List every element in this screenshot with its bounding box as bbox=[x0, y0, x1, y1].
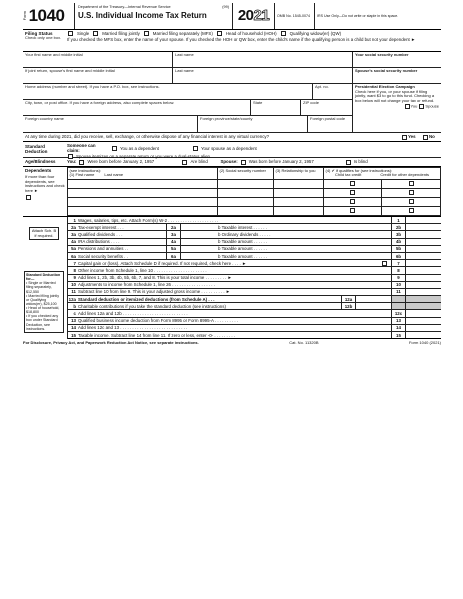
line-8 bbox=[68, 267, 441, 274]
line-amount-field[interactable] bbox=[405, 246, 441, 252]
foreign-country-label: Foreign country name bbox=[25, 116, 64, 121]
line-text: Add lines 12c and 13 . . . . . . . . . . . . . . . . . . . . . . . . . . . . bbox=[78, 325, 188, 331]
ssn-label: Your social security number bbox=[355, 52, 409, 57]
spouse-ssn-label: Spouse's social security number bbox=[355, 68, 418, 73]
dependent-ctc-checkbox[interactable] bbox=[350, 208, 355, 213]
line-14 bbox=[68, 325, 441, 332]
line-text: Standard deduction or itemized deductions (from Schedule A) . . . bbox=[78, 296, 215, 302]
virtual-yes-checkbox[interactable] bbox=[402, 135, 407, 140]
line-number: 4a bbox=[71, 239, 76, 245]
filing-qw-checkbox[interactable] bbox=[281, 31, 286, 36]
line-amount-field[interactable] bbox=[180, 239, 216, 245]
line-10 bbox=[68, 282, 441, 289]
line-number: 13 bbox=[71, 318, 76, 324]
form-1040 bbox=[23, 3, 441, 346]
virtual-no-checkbox[interactable] bbox=[423, 135, 428, 140]
dependents-more-checkbox[interactable] bbox=[26, 195, 31, 200]
dependents-section bbox=[23, 167, 441, 217]
city-label: City, town, or post office. If you have a foreign address, also complete spaces below. bbox=[25, 100, 175, 105]
campaign-you-checkbox[interactable] bbox=[405, 104, 410, 109]
line-amount-field[interactable] bbox=[405, 289, 441, 295]
line-number: 5a bbox=[71, 246, 76, 252]
filing-status-note: If you checked the MFS box, enter the name of your spouse. If you checked the HOH or QW box, enter the child's name if the qualifying person is a child but not your dependent ► bbox=[67, 37, 416, 43]
line-9 bbox=[68, 275, 441, 282]
tax-year bbox=[233, 3, 275, 29]
age-blindness-row bbox=[23, 158, 441, 167]
income-sidebar bbox=[23, 217, 67, 339]
first-name-label: Your first name and middle initial bbox=[25, 52, 83, 57]
age-spouse-born-label: Was born before January 2, 1957 bbox=[248, 159, 314, 165]
filing-single-checkbox[interactable] bbox=[68, 31, 73, 36]
irs-use-only: IRS Use Only—Do not write or staple in this space. bbox=[317, 14, 399, 18]
dependents-col2: (2) Social security number bbox=[218, 168, 274, 180]
first-name-field[interactable] bbox=[23, 52, 173, 67]
line-number: b bbox=[73, 303, 76, 309]
line-amount-field[interactable] bbox=[180, 231, 216, 237]
line-amount-field[interactable] bbox=[180, 253, 216, 259]
footer-notice: For Disclosure, Privacy Act, and Paperwork Reduction Act Notice, see separate instructions. bbox=[23, 340, 199, 346]
spouse-last-name-field[interactable] bbox=[173, 68, 353, 83]
line-amount-field[interactable] bbox=[355, 303, 391, 309]
dependent-ctc-checkbox[interactable] bbox=[350, 190, 355, 195]
line-ref: 11 bbox=[391, 289, 405, 295]
line-text: Charitable contributions if you take the standard deduction (see instructions) bbox=[78, 303, 226, 309]
line-amount-field[interactable] bbox=[405, 253, 441, 259]
line-ref: 5b bbox=[391, 246, 405, 252]
spouse-name-row bbox=[23, 68, 441, 84]
line-ref: 6a bbox=[166, 253, 180, 259]
zip-field[interactable] bbox=[301, 100, 352, 115]
shaded-cell bbox=[391, 296, 405, 302]
line-amount-field[interactable] bbox=[405, 224, 441, 230]
line-1 bbox=[68, 217, 441, 224]
filing-mfj-checkbox[interactable] bbox=[93, 31, 98, 36]
age-you-born-label: Were born before January 2, 1957 bbox=[87, 159, 155, 165]
line-4 bbox=[68, 239, 441, 246]
attach-sch-b: Attach Sch. B if required. bbox=[29, 227, 59, 240]
std-deduction-sidebar bbox=[24, 271, 64, 333]
line-text: Taxable income. Subtract line 14 from line 11. If zero or less, enter -0- . . . . . . . . . bbox=[78, 332, 236, 338]
std-sidebar-title: Standard Deduction for— bbox=[26, 273, 61, 282]
line-amount-field[interactable] bbox=[405, 217, 441, 223]
std-heading-2: Deduction bbox=[25, 149, 48, 155]
apt-label: Apt. no. bbox=[315, 84, 329, 89]
state-label: State bbox=[253, 100, 263, 105]
line-12c bbox=[68, 310, 441, 317]
line-ref: 7 bbox=[391, 260, 405, 266]
age-spouse-blind-label: Is blind bbox=[353, 159, 368, 165]
line-text: Add lines 1, 2b, 3b, 4b, 5b, 6b, 7, and 8. This is your total income . . . . . . . . . ► bbox=[78, 275, 232, 281]
dependents-col4a: Child tax credit bbox=[334, 172, 362, 178]
age-you-blind-checkbox[interactable] bbox=[182, 160, 187, 165]
dependent-row[interactable] bbox=[68, 180, 218, 189]
line-text: Qualified business income deduction from Form 8995 or Form 8995-A . . . . . . . . . . bbox=[78, 318, 239, 324]
line-amount-field[interactable] bbox=[405, 318, 441, 324]
line-number: 11 bbox=[71, 289, 76, 295]
std-itemize-checkbox[interactable] bbox=[68, 154, 73, 159]
line-ref: 14 bbox=[391, 325, 405, 331]
line-text: b Ordinary dividends . . . . . bbox=[218, 231, 271, 237]
line-number: 2a bbox=[71, 224, 76, 230]
foreign-country-field[interactable] bbox=[23, 116, 198, 132]
line-7-checkbox[interactable] bbox=[382, 261, 387, 266]
campaign-box bbox=[353, 84, 441, 132]
std-sidebar-item: • Single or Married filing separately, $12,550 bbox=[26, 281, 56, 294]
age-blindness-label: Age/Blindness bbox=[25, 159, 56, 165]
line-ref: 12b bbox=[341, 303, 355, 309]
virtual-yes-label: Yes bbox=[408, 134, 416, 140]
footer-cat: Cat. No. 11320B bbox=[289, 340, 319, 346]
age-spouse-blind-checkbox[interactable] bbox=[346, 160, 351, 165]
std-spouse-dependent-checkbox[interactable] bbox=[193, 146, 198, 151]
line-text: Tax-exempt interest . . . bbox=[78, 224, 124, 230]
line-ref: 5a bbox=[166, 246, 180, 252]
name-row bbox=[23, 52, 441, 68]
income-lines bbox=[67, 217, 441, 339]
line-ref: 13 bbox=[391, 318, 405, 324]
income-section bbox=[23, 217, 441, 339]
std-claim-label: Someone can claim: bbox=[67, 143, 96, 154]
campaign-spouse-label: Spouse bbox=[425, 103, 439, 109]
dependents-col1b: Last name bbox=[104, 172, 124, 178]
filing-status-section bbox=[23, 30, 441, 52]
line-amount-field[interactable] bbox=[405, 267, 441, 273]
age-spouse-born-checkbox[interactable] bbox=[241, 160, 246, 165]
line-2 bbox=[68, 224, 441, 231]
dependents-table bbox=[67, 167, 441, 216]
spouse-first-name-label: If joint return, spouse's first name and middle initial bbox=[25, 68, 115, 73]
form-number: 1040 bbox=[28, 6, 65, 26]
foreign-province-label: Foreign province/state/county bbox=[200, 116, 253, 121]
filing-status-heading: Filing Status bbox=[25, 31, 53, 36]
campaign-title: Presidential Election Campaign bbox=[355, 84, 415, 89]
shaded-cell bbox=[405, 296, 441, 302]
line-13 bbox=[68, 318, 441, 325]
filing-mfs-label: Married filing separately (MFS) bbox=[152, 31, 213, 36]
dependents-col4: (4) ✔ if qualifies for (see instructions): bbox=[325, 167, 393, 173]
line-number: 12a bbox=[68, 296, 76, 302]
omb-number: OMB No. 1545-0074 bbox=[275, 3, 315, 29]
foreign-postal-field[interactable] bbox=[308, 116, 352, 132]
line-ref: 15 bbox=[391, 332, 405, 338]
home-address-label: Home address (number and street). If you have a P.O. box, see instructions. bbox=[25, 84, 160, 89]
line-ref: 6b bbox=[391, 253, 405, 259]
dependent-odc-checkbox[interactable] bbox=[409, 190, 414, 195]
line-6 bbox=[68, 253, 441, 260]
address-section bbox=[23, 84, 441, 133]
filing-hoh-checkbox[interactable] bbox=[217, 31, 222, 36]
virtual-currency-row bbox=[23, 133, 441, 142]
line-text: Pensions and annuities . . bbox=[78, 246, 129, 252]
line-text: Wages, salaries, tips, etc. Attach Form(s) W-2 . . . . . . . . . . . . . . . . . . . . . bbox=[78, 217, 219, 223]
dependents-heading: Dependents bbox=[25, 168, 52, 173]
form-footer bbox=[23, 341, 441, 346]
dependent-row[interactable] bbox=[68, 207, 218, 216]
line-ref: 2a bbox=[166, 224, 180, 230]
virtual-currency-question: At any time during 2021, did you receive, sell, exchange, or otherwise dispose of any financial interest in any virtual currency? bbox=[25, 134, 270, 140]
line-15 bbox=[68, 332, 441, 339]
line-ref: 8 bbox=[391, 267, 405, 273]
last-name-label: Last name bbox=[175, 52, 194, 57]
line-number: 1 bbox=[73, 217, 76, 223]
line-amount-field[interactable] bbox=[405, 260, 441, 266]
line-amount-field[interactable] bbox=[405, 282, 441, 288]
filing-status-sub: Check only one box. bbox=[25, 35, 62, 41]
line-number: c bbox=[73, 311, 76, 316]
form-number-block bbox=[23, 3, 75, 29]
line-ref: 12c bbox=[391, 310, 405, 316]
line-5 bbox=[68, 246, 441, 253]
line-number: 7 bbox=[73, 260, 76, 266]
line-text: b Taxable amount . . . . . . bbox=[218, 246, 268, 252]
tax-year-prefix: 20 bbox=[237, 7, 254, 25]
filing-single-label: Single bbox=[77, 31, 90, 36]
spouse-ssn-field[interactable] bbox=[353, 68, 441, 83]
line-number: 15 bbox=[71, 332, 76, 338]
filing-mfj-label: Married filing jointly bbox=[102, 31, 140, 36]
campaign-you-label: You bbox=[410, 103, 418, 109]
line-number: 3a bbox=[71, 231, 76, 237]
spouse-first-name-field[interactable] bbox=[23, 68, 173, 83]
dependent-odc-checkbox[interactable] bbox=[409, 199, 414, 204]
shaded-cell bbox=[391, 303, 405, 309]
std-spouse-dependent-label: Your spouse as a dependent bbox=[201, 145, 257, 151]
virtual-no-label: No bbox=[429, 134, 435, 140]
city-field[interactable] bbox=[23, 100, 251, 115]
dependent-row[interactable] bbox=[68, 198, 218, 207]
form-header bbox=[23, 3, 441, 30]
line-text: IRA distributions . . . . bbox=[78, 239, 120, 245]
age-you-born-checkbox[interactable] bbox=[79, 160, 84, 165]
footer-form: Form 1040 (2021) bbox=[408, 340, 441, 346]
age-you-label: You: bbox=[67, 159, 77, 165]
tax-year-suffix: 21 bbox=[253, 7, 270, 25]
dependent-odc-checkbox[interactable] bbox=[409, 181, 414, 186]
foreign-postal-label: Foreign postal code bbox=[310, 116, 346, 121]
line-amount-field[interactable] bbox=[405, 332, 441, 338]
line-amount-field[interactable] bbox=[405, 310, 441, 316]
std-you-dependent-checkbox[interactable] bbox=[112, 146, 117, 151]
line-ref: 12a bbox=[341, 296, 355, 302]
line-ref: 10 bbox=[391, 282, 405, 288]
dependents-col3: (3) Relationship to you bbox=[274, 168, 324, 180]
line-7 bbox=[68, 260, 441, 267]
form-vertical-label: Form bbox=[22, 11, 27, 21]
line-amount-field[interactable] bbox=[405, 231, 441, 237]
apt-field[interactable] bbox=[313, 84, 352, 99]
age-you-blind-label: Are blind bbox=[190, 159, 208, 165]
line-number: 10 bbox=[71, 282, 76, 288]
line-amount-field[interactable] bbox=[180, 224, 216, 230]
form-title: U.S. Individual Income Tax Return bbox=[78, 11, 207, 21]
standard-deduction-section bbox=[23, 142, 441, 158]
age-spouse-label: Spouse: bbox=[220, 159, 238, 165]
form-title-block bbox=[75, 3, 233, 29]
line-ref: 1 bbox=[391, 217, 405, 223]
foreign-province-field[interactable] bbox=[198, 116, 308, 132]
line-12a bbox=[68, 296, 441, 303]
std-sidebar-item: • If you checked any box under Standard Deduction, see instructions. bbox=[26, 314, 59, 331]
campaign-spouse-checkbox[interactable] bbox=[419, 104, 424, 109]
line-text: b Taxable amount . . . . . . bbox=[218, 239, 268, 245]
filing-hoh-label: Head of household (HOH) bbox=[225, 31, 277, 36]
department: Department of the Treasury—Internal Revenue Service bbox=[78, 5, 171, 9]
line-ref: 9 bbox=[391, 275, 405, 281]
dependent-ctc-checkbox[interactable] bbox=[350, 199, 355, 204]
line-ref: 4a bbox=[166, 239, 180, 245]
std-sidebar-item: • Married filing jointly or Qualifying widow(er), $25,100 bbox=[26, 293, 60, 306]
line-amount-field[interactable] bbox=[355, 296, 391, 302]
line-ref: 3b bbox=[391, 231, 405, 237]
line-number: 6a bbox=[71, 253, 76, 259]
line-number: 14 bbox=[71, 325, 76, 331]
line-ref: 4b bbox=[391, 239, 405, 245]
dependent-ctc-checkbox[interactable] bbox=[350, 181, 355, 186]
line-amount-field[interactable] bbox=[405, 275, 441, 281]
line-text: Qualified dividends . . . bbox=[78, 231, 123, 237]
dependent-odc-checkbox[interactable] bbox=[409, 208, 414, 213]
line-number: 9 bbox=[73, 275, 76, 281]
spouse-last-name-label: Last name bbox=[175, 68, 194, 73]
dependents-col1: (1) First name bbox=[69, 172, 95, 178]
state-field[interactable] bbox=[251, 100, 301, 115]
line-12b bbox=[68, 303, 441, 310]
line-amount-field[interactable] bbox=[180, 246, 216, 252]
line-text: b Taxable amount . . . . . . bbox=[218, 253, 268, 259]
campaign-text: Check here if you, or your spouse if filing jointly, want $3 to go to this fund. Checking a box below will not change your tax or refund. bbox=[355, 88, 435, 103]
filing-mfs-checkbox[interactable] bbox=[144, 31, 149, 36]
line-text: Capital gain or (loss). Attach Schedule D if required. If not required, check here . . . . ► bbox=[78, 260, 247, 266]
dependents-see: (see instructions): bbox=[69, 167, 102, 173]
ssn-field[interactable] bbox=[353, 52, 441, 67]
std-itemize-label: Spouse itemizes on a separate return or you were a dual-status alien bbox=[76, 154, 210, 160]
std-heading-1: Standard bbox=[25, 144, 45, 149]
line-text: Add lines 12a and 12b . . . . . . . . . . . . . . . . . . . . . . . . . . . bbox=[78, 311, 188, 316]
dependent-row[interactable] bbox=[68, 189, 218, 198]
line-11 bbox=[68, 289, 441, 296]
line-ref: 2b bbox=[391, 224, 405, 230]
line-number: 8 bbox=[73, 267, 76, 273]
line-text: b Taxable interest . . . . . . bbox=[218, 224, 267, 230]
line-ref: 3a bbox=[166, 231, 180, 237]
std-sidebar-item: • Head of household, $18,800 bbox=[26, 306, 60, 315]
dependents-side-note: If more than four dependents, see instructions and check here ► bbox=[25, 174, 65, 194]
home-address-field[interactable] bbox=[23, 84, 313, 99]
dependents-col4b: Credit for other dependents bbox=[380, 172, 430, 178]
form-code: (99) bbox=[222, 5, 229, 9]
zip-label: ZIP code bbox=[303, 100, 319, 105]
filing-qw-label: Qualifying widow(er) (QW) bbox=[289, 31, 342, 36]
std-you-dependent-label: You as a dependent bbox=[120, 145, 159, 151]
last-name-field[interactable] bbox=[173, 52, 353, 67]
line-text: Social security benefits . . bbox=[78, 253, 128, 259]
line-amount-field[interactable] bbox=[405, 239, 441, 245]
line-text: Adjustments to income from Schedule 1, line 26 . . . . . . . . . . . . . . . . . . bbox=[78, 282, 215, 288]
shaded-cell bbox=[405, 303, 441, 309]
line-3 bbox=[68, 231, 441, 238]
line-text: Subtract line 10 from line 9. This is your adjusted gross income . . . . . . . . . . ► bbox=[78, 289, 231, 295]
line-text: Other income from Schedule 1, line 10 . . . . . . . . . . . . . . . . . . . . . . bbox=[78, 267, 207, 273]
line-amount-field[interactable] bbox=[405, 325, 441, 331]
